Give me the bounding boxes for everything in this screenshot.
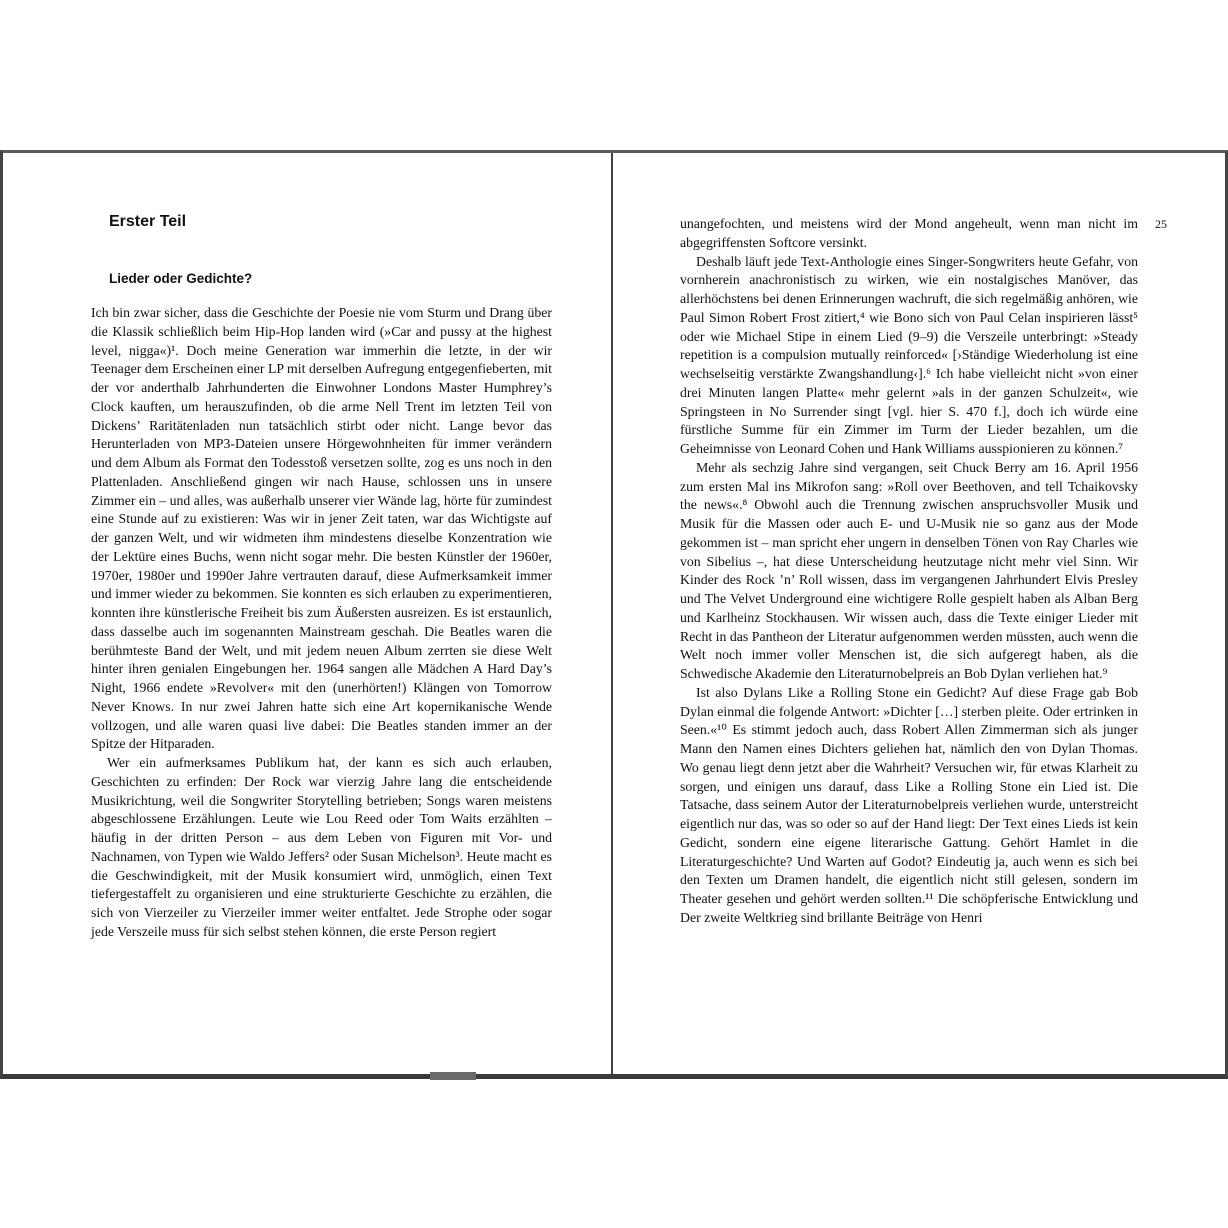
right-paragraph-3: Mehr als sechzig Jahre sind vergangen, seit Chuck Berry am 16. April 1956 zum ersten Mal ins Mikrofon sang: »Roll over Beethoven, and tell Tchaikovsky the news«.⁸ Obwohl auch die Trennung zwischen anspruchsvoller Musik und Musik für die Massen oder auch E- und U-Musik nie so ganz aus der Mode gekommen ist – man spricht eher ungern in denselben Tönen von Ray Charles wie von Sibelius –, hat diese Unterscheidung heutzutage nicht mehr viel Sinn. Wir Kinder des Rock ’n’ Roll wissen, dass im vergangenen Jahrhundert Elvis Presley und The Velvet Underground eine wichtigere Rolle gespielt haben als Alban Berg und Karlheinz Stockhausen. Wir wissen auch, dass die Texte einiger Lieder mit Recht in das Pantheon der Literatur aufgenommen werden müssten, auch wenn die Welt noch immer voller Menschen ist, die sich aufgeregt haben, als die Schwedische Akademie den Literaturnobelpreis an Bob Dylan verliehen hat.⁹ (680, 459, 1138, 681)
right-page (614, 153, 1225, 1074)
right-paragraph-4: Ist also Dylans Like a Rolling Stone ein Gedicht? Auf diese Frage gab Bob Dylan einmal die folgende Antwort: »Dichter […] sterben pleite. Oder ertrinken in Seen.«¹⁰ Es stimmt jedoch auch, dass Robert Allen Zimmerman sich als junger Mann den Namen eines Dichters geliehen hat, nämlich den von Dylan Thomas. Wo genau liegt denn jetzt aber die Wahrheit? Versuchen wir, für etwas Klarheit zu sorgen, und einigen uns darauf, dass Like a Rolling Stone ein Lied ist. Die Tatsache, dass seinem Autor der Literaturnobelpreis verliehen wurde, unterstreicht eigentlich nur das, was so oder so auf der Hand liegt: Der Text eines Lieds ist kein Gedicht, sondern eine eigene literarische Gattung. Gehört Hamlet in die Literaturgeschichte? Und Warten auf Godot? Eindeutig ja, auch wenn es sich bei den Texten um Dramen handelt, die eigentlich nicht still gelesen, sondern im Theater gesehen und gehört werden sollten.¹¹ Die schöpferische Entwicklung und Der zweite Weltkrieg sind brillante Beiträge von Henri (680, 684, 1138, 925)
right-body-text (680, 215, 1138, 928)
left-page (3, 153, 613, 1074)
book-spread (0, 150, 1228, 1079)
chapter-title: Lieder oder Gedichte? (109, 271, 253, 286)
left-paragraph-1: Ich bin zwar sicher, dass die Geschichte der Poesie nie vom Sturm und Drang über die Klassik schließlich beim Hip-Hop landen wird (»Car and pussy at the highest level, nigga«)¹. Doch meine Generation war immerhin die letzte, in der wir Teenager dem Erscheinen einer LP mit derselben Aufregung entgegenfieberten, mit der vor anderthalb Jahrhunderten die Einwohner Londons Master Humphrey’s Clock kauften, um herauszufinden, ob die arme Nell Trent im letzten Teil von Dickens’ Raritätenladen nun tatsächlich stirbt oder nicht. Lange bevor das Herunterladen von MP3-Dateien unsere Hörgewohnheiten für immer verändern und dem Album als Format den Todesstoß versetzen sollte, zog es uns noch in den Plattenladen. Anschließend gingen wir nach Hause, schlossen uns in unsere Zimmer ein – und alles, was außerhalb unserer vier Wände lag, hörte für zumindest eine Stunde auf zu existieren: Was wir in jener Zeit taten, war das Wichtigste auf der ganzen Welt, und wir widmeten ihm mindestens dieselbe Konzentration wie der Lektüre eines Buchs, wenn nicht sogar mehr. Die besten Künstler der 1960er, 1970er, 1980er und 1990er Jahre vertrauten darauf, diese Aufmerksamkeit immer und immer wieder zu bekommen. Sie konnten es sich erlauben zu experimentieren, konnten ihre künstlerische Freiheit bis zum Äußersten ausreizen. Es ist erstaunlich, dass dasselbe auch im sogenannten Mainstream geschah. Die Beatles waren die berühmteste Band der Welt, und mit jedem neuen Album zerrten sie diese Welt hinter ihren genialen Eingebungen her. 1964 sangen alle Mädchen A Hard Day’s Night, 1966 endete »Revolver« mit den (unerhörten!) Klängen von Tomorrow Never Knows. In nur zwei Jahren hatte sich eine Art kopernikanische Wende vollzogen, und alle waren quasi live dabei: Die Beatles standen immer an der Spitze der Hitparaden. (91, 305, 552, 752)
right-paragraph-1: unangefochten, und meistens wird der Mond angeheult, wenn man nicht im abgegriffensten Softcore versinkt. (680, 216, 1138, 250)
left-paragraph-2: Wer ein aufmerksames Publikum hat, der kann es sich auch erlauben, Geschichten zu erfinden: Der Rock war vierzig Jahre lang die entscheidende Musikrichtung, weil die Songwriter Storytelling betrieben; Songs waren meistens abgeschlossene Erzählungen. Leute wie Lou Reed oder Tom Waits erzählten – häufig in der dritten Person – aus dem Leben von Figuren mit Vor- und Nachnamen, von Typen wie Waldo Jeffers² oder Susan Michelson³. Heute macht es die Geschwindigkeit, mit der Musik konsumiert wird, unmöglich, einen Text tiefergestaffelt zu organisieren und eine strukturierte Geschichte zu erzählen, die sich von Vierzeiler zu Vierzeiler immer weiter entfaltet. Jede Strophe oder sogar jede Verszeile muss für sich selbst stehen können, die erste Person regiert (91, 755, 552, 939)
spine-shadow (430, 1072, 476, 1080)
page-number: 25 (1155, 217, 1167, 231)
left-body-text (91, 304, 552, 942)
right-paragraph-2: Deshalb läuft jede Text-Anthologie eines Singer-Songwriters heute Gefahr, von vornherein anachronistisch zu wirken, wie ein nostalgisches Manöver, das allerhöchstens bei denen Erinnerungen wachruft, die sich regelmäßig anhören, wie Paul Simon Robert Frost zitiert,⁴ wie Bono sich von Paul Celan inspirieren lässt⁵ oder wie Michael Stipe in einem Lied (9–9) die Verszeile unterbringt: »Steady repetition is a compulsion mutually reinforced« [›Ständige Wiederholung ist eine wechselseitig verstärkte Zwangshandlung‹].⁶ Ich habe vielleicht nicht »von einer drei Minuten langen Platte« mehr gelernt »als in der ganzen Schulzeit«, wie Springsteen in No Surrender singt [vgl. hier S. 470 f.], doch ich würde eine fürstliche Summe für ein Zimmer im Turm der Lieder bezahlen, um die Geheimnisse von Leonard Cohen und Hank Williams ausspionieren zu können.⁷ (680, 253, 1138, 456)
part-title: Erster Teil (109, 213, 187, 230)
